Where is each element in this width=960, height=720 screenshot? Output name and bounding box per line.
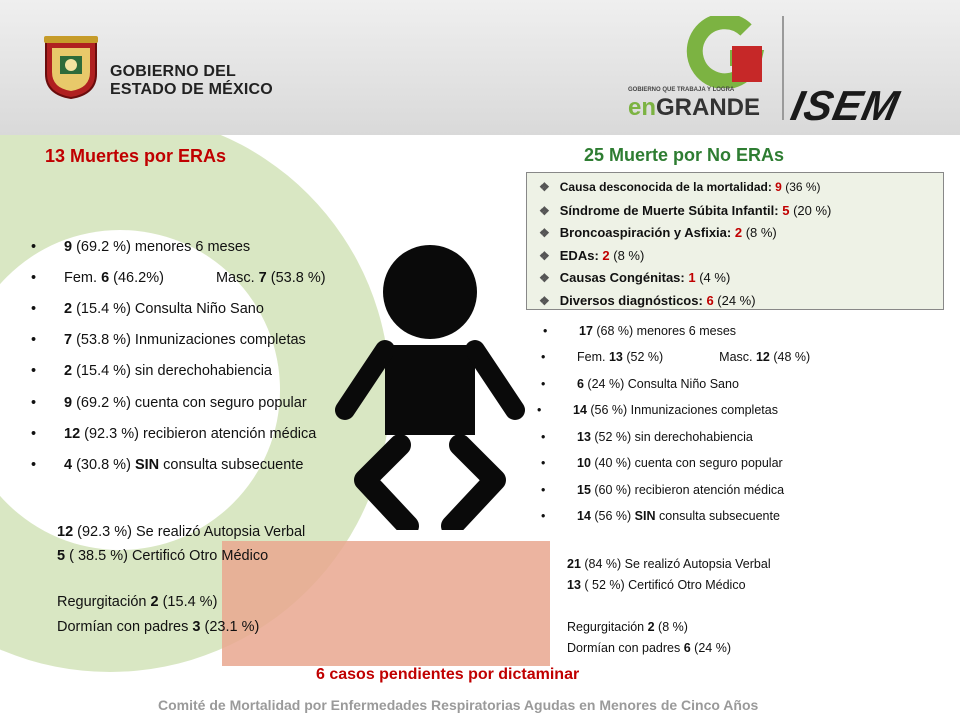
left-bullet-2: • Fem. 6 (46.2%) Masc. 7 (53.8 %)	[31, 270, 326, 286]
left-note-3: Regurgitación 2 (15.4 %)	[57, 594, 218, 610]
right-bullet-1: • 17 (68 %) menores 6 meses	[543, 324, 737, 338]
right-title: 25 Muerte por No ERAs	[584, 145, 785, 165]
left-title: 13 Muertes por ERAs	[45, 146, 227, 166]
left-bullet-5: • 2 (15.4 %) sin derechohabiencia	[31, 363, 272, 379]
state-seal-logo	[40, 34, 102, 100]
pending-cases: 6 casos pendientes por dictaminar	[316, 666, 580, 683]
right-bullet-7: • 15 (60 %) recibieron atención médica	[541, 483, 785, 497]
cause-item: ❖ EDAs: 2 (8 %)	[539, 248, 645, 263]
header-divider	[782, 16, 784, 120]
engrande-wordmark	[628, 94, 760, 122]
engrande-en: en	[628, 94, 657, 121]
right-bullet-5: • 13 (52 %) sin derechohabiencia	[541, 430, 753, 444]
left-bullet-6: • 9 (69.2 %) cuenta con seguro popular	[31, 395, 307, 411]
right-note-1: 21 (84 %) Se realizó Autopsia Verbal	[567, 557, 771, 571]
cause-item: ❖ Causa desconocida de la mortalidad: 9 (36 %)	[539, 180, 821, 194]
left-note-1: 12 (92.3 %) Se realizó Autopsia Verbal	[57, 524, 306, 540]
decorative-block	[222, 541, 550, 666]
left-bullet-7: • 12 (92.3 %) recibieron atención médica	[31, 426, 317, 442]
right-note-2: 13 ( 52 %) Certificó Otro Médico	[567, 578, 746, 592]
causes-box	[526, 172, 944, 310]
left-note-4: Dormían con padres 3 (23.1 %)	[57, 619, 260, 635]
gov-line-2: ESTADO DE MÉXICO	[110, 81, 273, 98]
baby-icon	[330, 240, 530, 530]
left-note-2: 5 ( 38.5 %) Certificó Otro Médico	[57, 548, 269, 564]
engrande-g-logo	[686, 16, 768, 88]
gov-line-1: GOBIERNO DEL	[110, 63, 236, 80]
left-bullet-1: • 9 (69.2 %) menores 6 meses	[31, 239, 251, 255]
isem-logo: ISEM	[787, 82, 904, 129]
cause-item: ❖ Causas Congénitas: 1 (4 %)	[539, 270, 731, 285]
right-bullet-2: • Fem. 13 (52 %) Masc. 12 (48 %)	[541, 350, 811, 364]
right-bullet-6: • 10 (40 %) cuenta con seguro popular	[541, 456, 783, 470]
right-note-4: Dormían con padres 6 (24 %)	[567, 641, 731, 655]
left-bullet-8: • 4 (30.8 %) SIN consulta subsecuente	[31, 457, 304, 473]
right-bullet-8: • 14 (56 %) SIN consulta subsecuente	[541, 509, 780, 523]
right-bullet-4: • 14 (56 %) Inmunizaciones completas	[537, 403, 778, 417]
left-bullet-4: • 7 (53.8 %) Inmunizaciones completas	[31, 332, 306, 348]
right-note-3: Regurgitación 2 (8 %)	[567, 620, 688, 634]
engrande-word: GRANDE	[656, 94, 761, 121]
right-bullet-3: • 6 (24 %) Consulta Niño Sano	[541, 377, 739, 391]
left-bullet-3: • 2 (15.4 %) Consulta Niño Sano	[31, 301, 264, 317]
footer-text: Comité de Mortalidad por Enfermedades Respiratorias Agudas en Menores de Cinco Años	[158, 697, 759, 713]
engrande-tagline: GOBIERNO QUE TRABAJA Y LOGRA	[628, 87, 735, 93]
cause-item: ❖ Síndrome de Muerte Súbita Infantil: 5 (20 %)	[539, 203, 832, 218]
government-name	[110, 63, 273, 99]
cause-item: ❖ Diversos diagnósticos: 6 (24 %)	[539, 293, 756, 308]
cause-item: ❖ Broncoaspiración y Asfixia: 2 (8 %)	[539, 225, 777, 240]
